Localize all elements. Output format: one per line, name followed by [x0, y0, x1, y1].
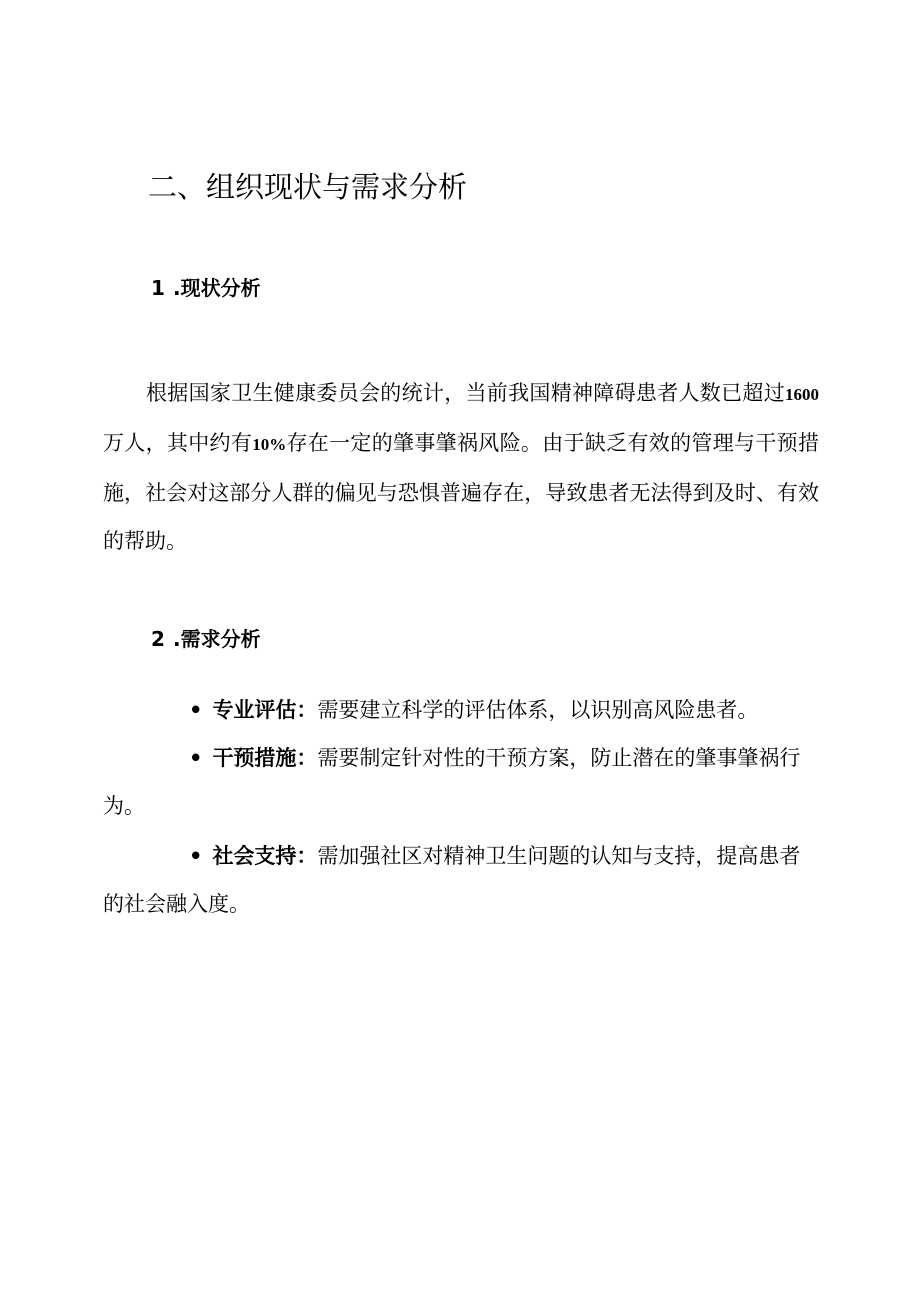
- subheading-current-status: [151, 273, 261, 303]
- list-item: [103, 686, 819, 734]
- subheading-number: 1: [151, 276, 165, 300]
- list-item-term: 干预措施：: [212, 746, 318, 770]
- patient-count-value: 1600: [785, 385, 819, 404]
- paragraph-text: 根据国家卫生健康委员会的统计，当前我国精神障碍患者人数已超过: [146, 381, 785, 405]
- bullet-icon: •: [189, 746, 203, 770]
- paragraph-text: 万人，其中约有: [103, 431, 253, 455]
- list-item-text: 需要建立科学的评估体系，以识别高风险患者。: [317, 698, 759, 722]
- list-item-text: 需加强社区对精神卫生问题的认知与支持，提高患者的社会融入度。: [103, 844, 801, 916]
- current-status-paragraph: [103, 369, 819, 565]
- subheading-label: .现状分析: [173, 276, 261, 300]
- list-item: [103, 832, 819, 928]
- subheading-label: .需求分析: [173, 627, 261, 651]
- subheading-needs: [151, 624, 261, 654]
- list-item-term: 社会支持：: [212, 844, 318, 868]
- subheading-number: 2: [151, 627, 165, 651]
- list-item-term: 专业评估：: [212, 698, 318, 722]
- section-title: 二、组织现状与需求分析: [148, 170, 468, 204]
- list-item: [103, 734, 819, 830]
- bullet-icon: •: [189, 844, 203, 868]
- risk-percent-value: 10%: [252, 435, 287, 454]
- list-item-text: 需要制定针对性的干预方案，防止潜在的肇事肇祸行为。: [103, 746, 801, 818]
- paragraph-text: 存在一定的肇事肇祸风险。由于缺乏有效的管理与干预措施，社会对这部分人群的偏见与恐惧普遍存在，导致患者无法得到及时、有效的帮助。: [103, 431, 819, 553]
- bullet-icon: •: [189, 698, 203, 722]
